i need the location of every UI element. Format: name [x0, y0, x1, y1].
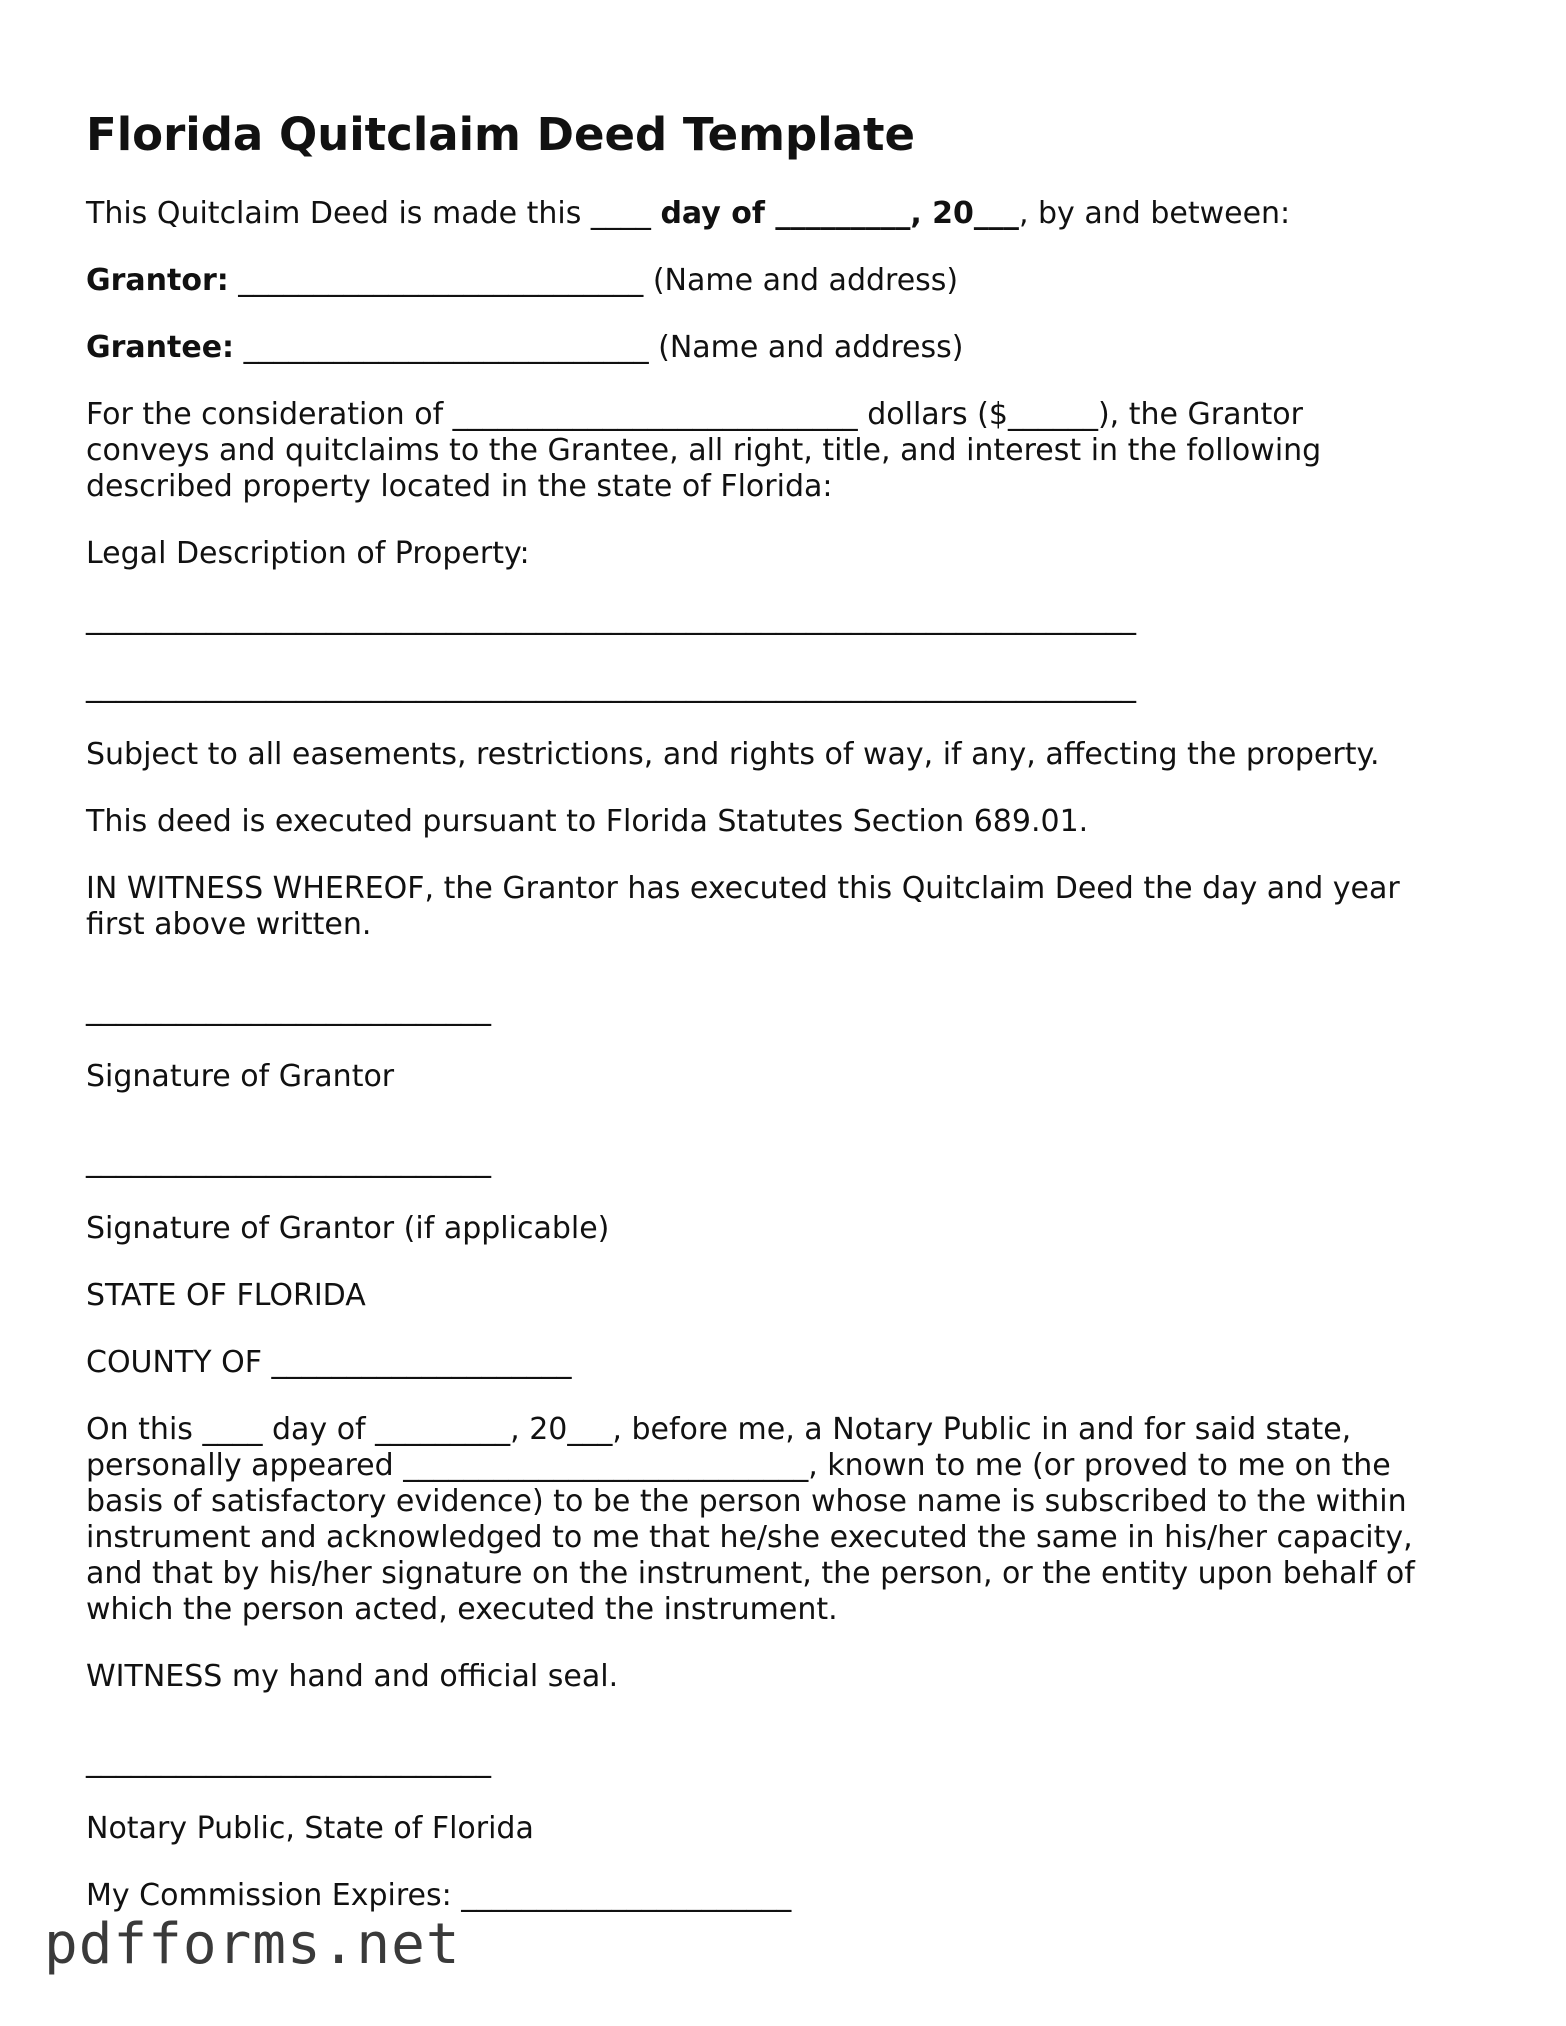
notary-signature-line: ___________________________: [86, 1744, 491, 1779]
subject-to-paragraph: Subject to all easements, restrictions, and rights of way, if any, affecting the property.: [86, 737, 1380, 772]
intro-date-bold: day of _________, 20___: [660, 196, 1019, 231]
grantor-signature-line: ___________________________: [86, 992, 491, 1027]
legal-description-block: [86, 601, 1486, 705]
witness-whereof-line-2: first above written.: [86, 907, 372, 942]
grantee-label: Grantee:: [86, 330, 235, 365]
grantor-signature-label: Signature of Grantor: [86, 1059, 395, 1094]
legal-description-line-1: ______________________________________________________________________: [86, 601, 1136, 636]
grantor2-signature-line: ___________________________: [86, 1144, 491, 1179]
witness-seal-line: WITNESS my hand and official seal.: [86, 1659, 619, 1694]
notary-line-6: which the person acted, executed the instrument.: [86, 1592, 838, 1627]
witness-whereof-line-1: IN WITNESS WHEREOF, the Grantor has executed this Quitclaim Deed the day and year: [86, 871, 1400, 906]
grantor-line: [86, 263, 1486, 299]
county-line: COUNTY OF ____________________: [86, 1345, 572, 1380]
legal-description-line-2: ______________________________________________________________________: [86, 669, 1136, 704]
consideration-line-2: conveys and quitclaims to the Grantee, all right, title, and interest in the following: [86, 433, 1322, 468]
notary-line-3: basis of satisfactory evidence) to be the person whose name is subscribed to the within: [86, 1484, 1407, 1519]
grantee-line: [86, 330, 1486, 366]
statute-paragraph: This deed is executed pursuant to Florida Statutes Section 689.01.: [86, 804, 1089, 839]
notary-line-5: and that by his/her signature on the instrument, the person, or the entity upon behalf of: [86, 1556, 1415, 1591]
document-page: [86, 108, 1486, 1945]
notary-line-1: On this ____ day of _________, 20___, before me, a Notary Public in and for said state,: [86, 1412, 1352, 1447]
consideration-line-1: For the consideration of ___________________________ dollars ($______), the Grantor: [86, 397, 1303, 432]
document-title: Florida Quitclaim Deed Template: [86, 108, 916, 161]
intro-paragraph: [86, 196, 1486, 232]
witness-whereof-paragraph: [86, 871, 1486, 943]
grantor-label: Grantor:: [86, 263, 229, 298]
intro-text-end: , by and between:: [1018, 196, 1291, 231]
notary-acknowledgment-paragraph: [86, 1412, 1486, 1628]
consideration-paragraph: [86, 397, 1486, 505]
notary-line-2: personally appeared ___________________________, known to me (or proved to me on the: [86, 1448, 1391, 1483]
watermark-text: pdfforms.net: [44, 1912, 461, 1977]
grantor2-signature-block: [86, 1144, 1486, 1247]
legal-description-label: Legal Description of Property:: [86, 536, 530, 571]
consideration-line-3: described property located in the state of Florida:: [86, 469, 833, 504]
notary-line-4: instrument and acknowledged to me that he/she executed the same in his/her capacity,: [86, 1520, 1413, 1555]
intro-text-start: This Quitclaim Deed is made this ____: [86, 196, 661, 231]
notary-signature-block: [86, 1744, 1486, 1847]
state-heading: STATE OF FLORIDA: [86, 1278, 366, 1313]
commission-expires-line: My Commission Expires: ______________________: [86, 1878, 792, 1913]
grantee-field: ___________________________ (Name and address): [234, 330, 964, 365]
grantor-field: ___________________________ (Name and address): [228, 263, 959, 298]
notary-signature-label: Notary Public, State of Florida: [86, 1811, 534, 1846]
grantor-signature-block: [86, 992, 1486, 1095]
grantor2-signature-label: Signature of Grantor (if applicable): [86, 1211, 610, 1246]
